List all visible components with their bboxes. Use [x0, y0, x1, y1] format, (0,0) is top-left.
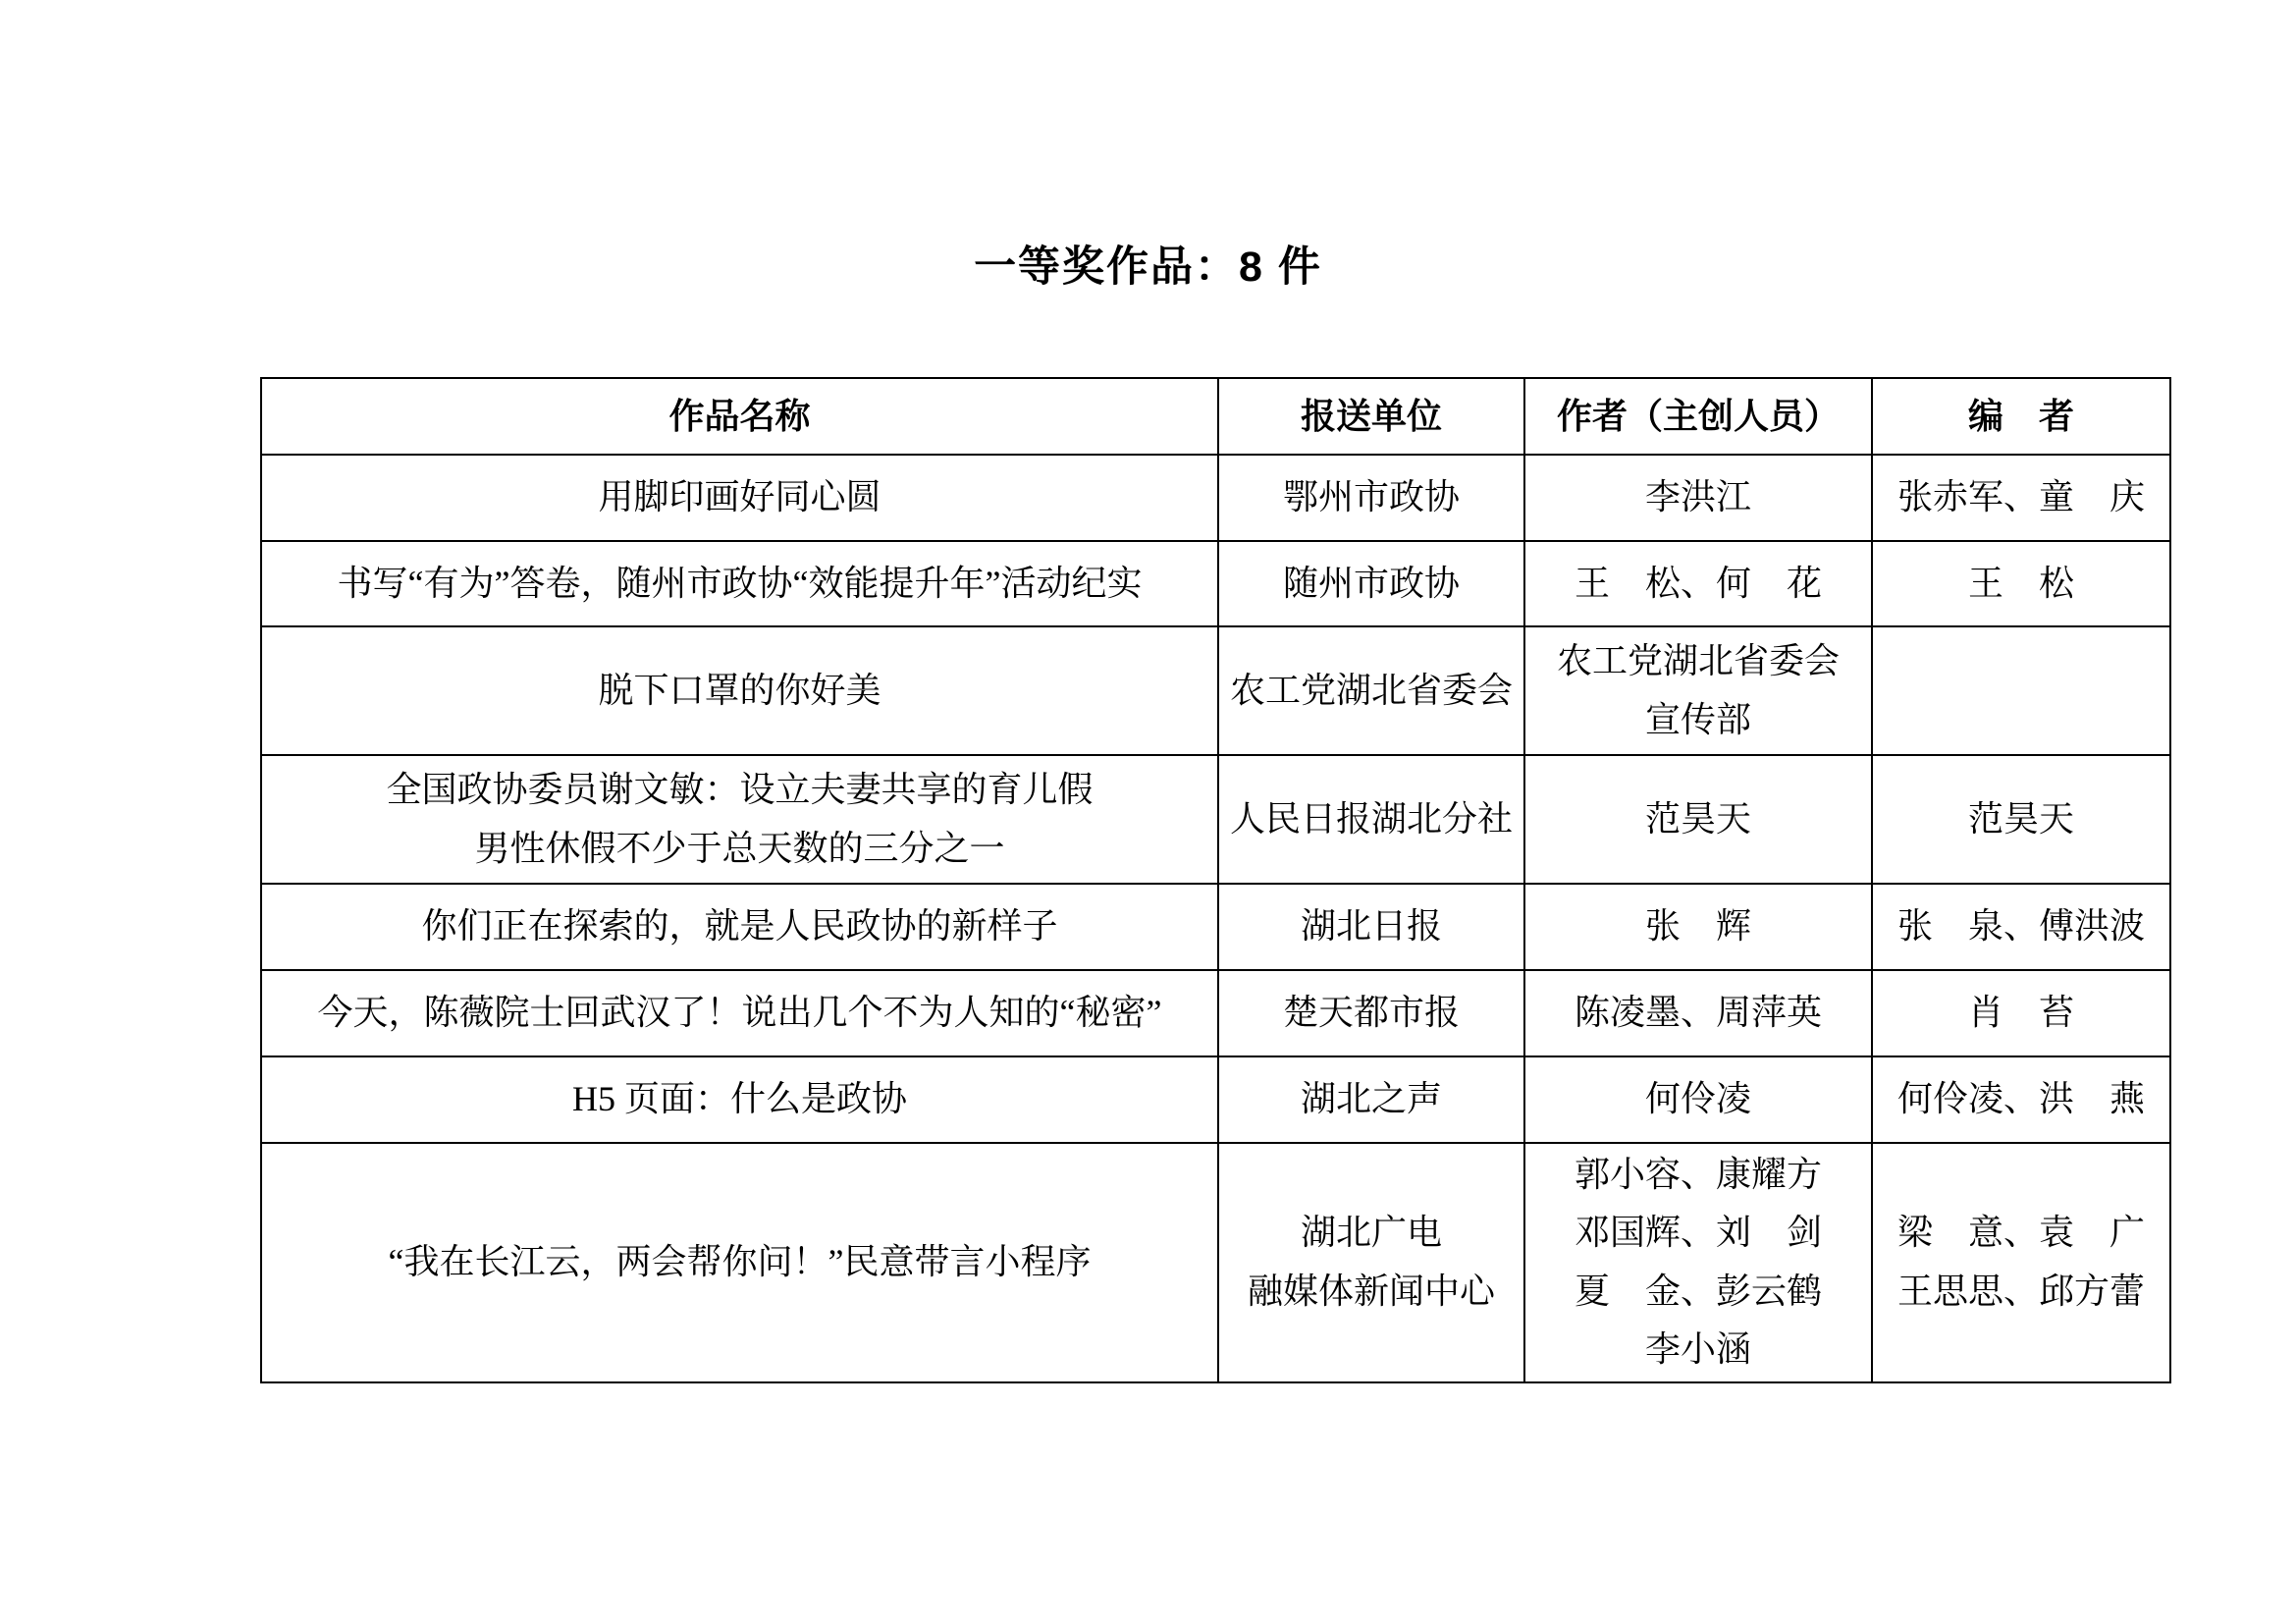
cell-work-title: 脱下口罩的你好美 [261, 626, 1218, 755]
table-row [261, 1056, 2170, 1143]
cell-unit: 湖北广电 融媒体新闻中心 [1218, 1143, 1524, 1382]
cell-work-title: 今天，陈薇院士回武汉了！说出几个不为人知的“秘密” [261, 970, 1218, 1056]
cell-authors: 王 松、何 花 [1524, 541, 1872, 626]
table-row [261, 970, 2170, 1056]
cell-unit: 随州市政协 [1218, 541, 1524, 626]
cell-editors: 肖 苔 [1872, 970, 2170, 1056]
table-row [261, 455, 2170, 541]
cell-editors [1872, 626, 2170, 755]
cell-work-title: 你们正在探索的，就是人民政协的新样子 [261, 884, 1218, 970]
cell-unit: 湖北之声 [1218, 1056, 1524, 1143]
cell-work-title: 全国政协委员谢文敏：设立夫妻共享的育儿假 男性休假不少于总天数的三分之一 [261, 755, 1218, 884]
cell-editors: 王 松 [1872, 541, 2170, 626]
cell-authors: 李洪江 [1524, 455, 1872, 541]
awards-table [260, 377, 2171, 1383]
cell-unit: 湖北日报 [1218, 884, 1524, 970]
cell-authors: 范昊天 [1524, 755, 1872, 884]
cell-unit: 人民日报湖北分社 [1218, 755, 1524, 884]
cell-work-title: “我在长江云，两会帮你问！”民意带言小程序 [261, 1143, 1218, 1382]
table-row [261, 755, 2170, 884]
table-row [261, 1143, 2170, 1382]
cell-unit: 楚天都市报 [1218, 970, 1524, 1056]
cell-authors: 何伶凌 [1524, 1056, 1872, 1143]
table-row [261, 884, 2170, 970]
cell-unit: 农工党湖北省委会 [1218, 626, 1524, 755]
cell-editors: 梁 意、袁 广 王思思、邱方蕾 [1872, 1143, 2170, 1382]
cell-work-title: H5 页面：什么是政协 [261, 1056, 1218, 1143]
cell-authors: 陈凌墨、周萍英 [1524, 970, 1872, 1056]
header-editors: 编 者 [1872, 378, 2170, 455]
cell-authors: 郭小容、康耀方 邓国辉、刘 剑 夏 金、彭云鹤 李小涵 [1524, 1143, 1872, 1382]
cell-authors: 农工党湖北省委会 宣传部 [1524, 626, 1872, 755]
cell-editors: 张赤军、童 庆 [1872, 455, 2170, 541]
header-authors: 作者（主创人员） [1524, 378, 1872, 455]
header-work-title: 作品名称 [261, 378, 1218, 455]
table-row [261, 626, 2170, 755]
cell-editors: 何伶凌、洪 燕 [1872, 1056, 2170, 1143]
table-row [261, 541, 2170, 626]
cell-work-title: 用脚印画好同心圆 [261, 455, 1218, 541]
cell-authors: 张 辉 [1524, 884, 1872, 970]
table-header-row [261, 378, 2170, 455]
cell-editors: 张 泉、傅洪波 [1872, 884, 2170, 970]
cell-editors: 范昊天 [1872, 755, 2170, 884]
cell-work-title: 书写“有为”答卷，随州市政协“效能提升年”活动纪实 [261, 541, 1218, 626]
page-title: 一等奖作品：8 件 [974, 244, 1322, 291]
header-submitting-unit: 报送单位 [1218, 378, 1524, 455]
cell-unit: 鄂州市政协 [1218, 455, 1524, 541]
